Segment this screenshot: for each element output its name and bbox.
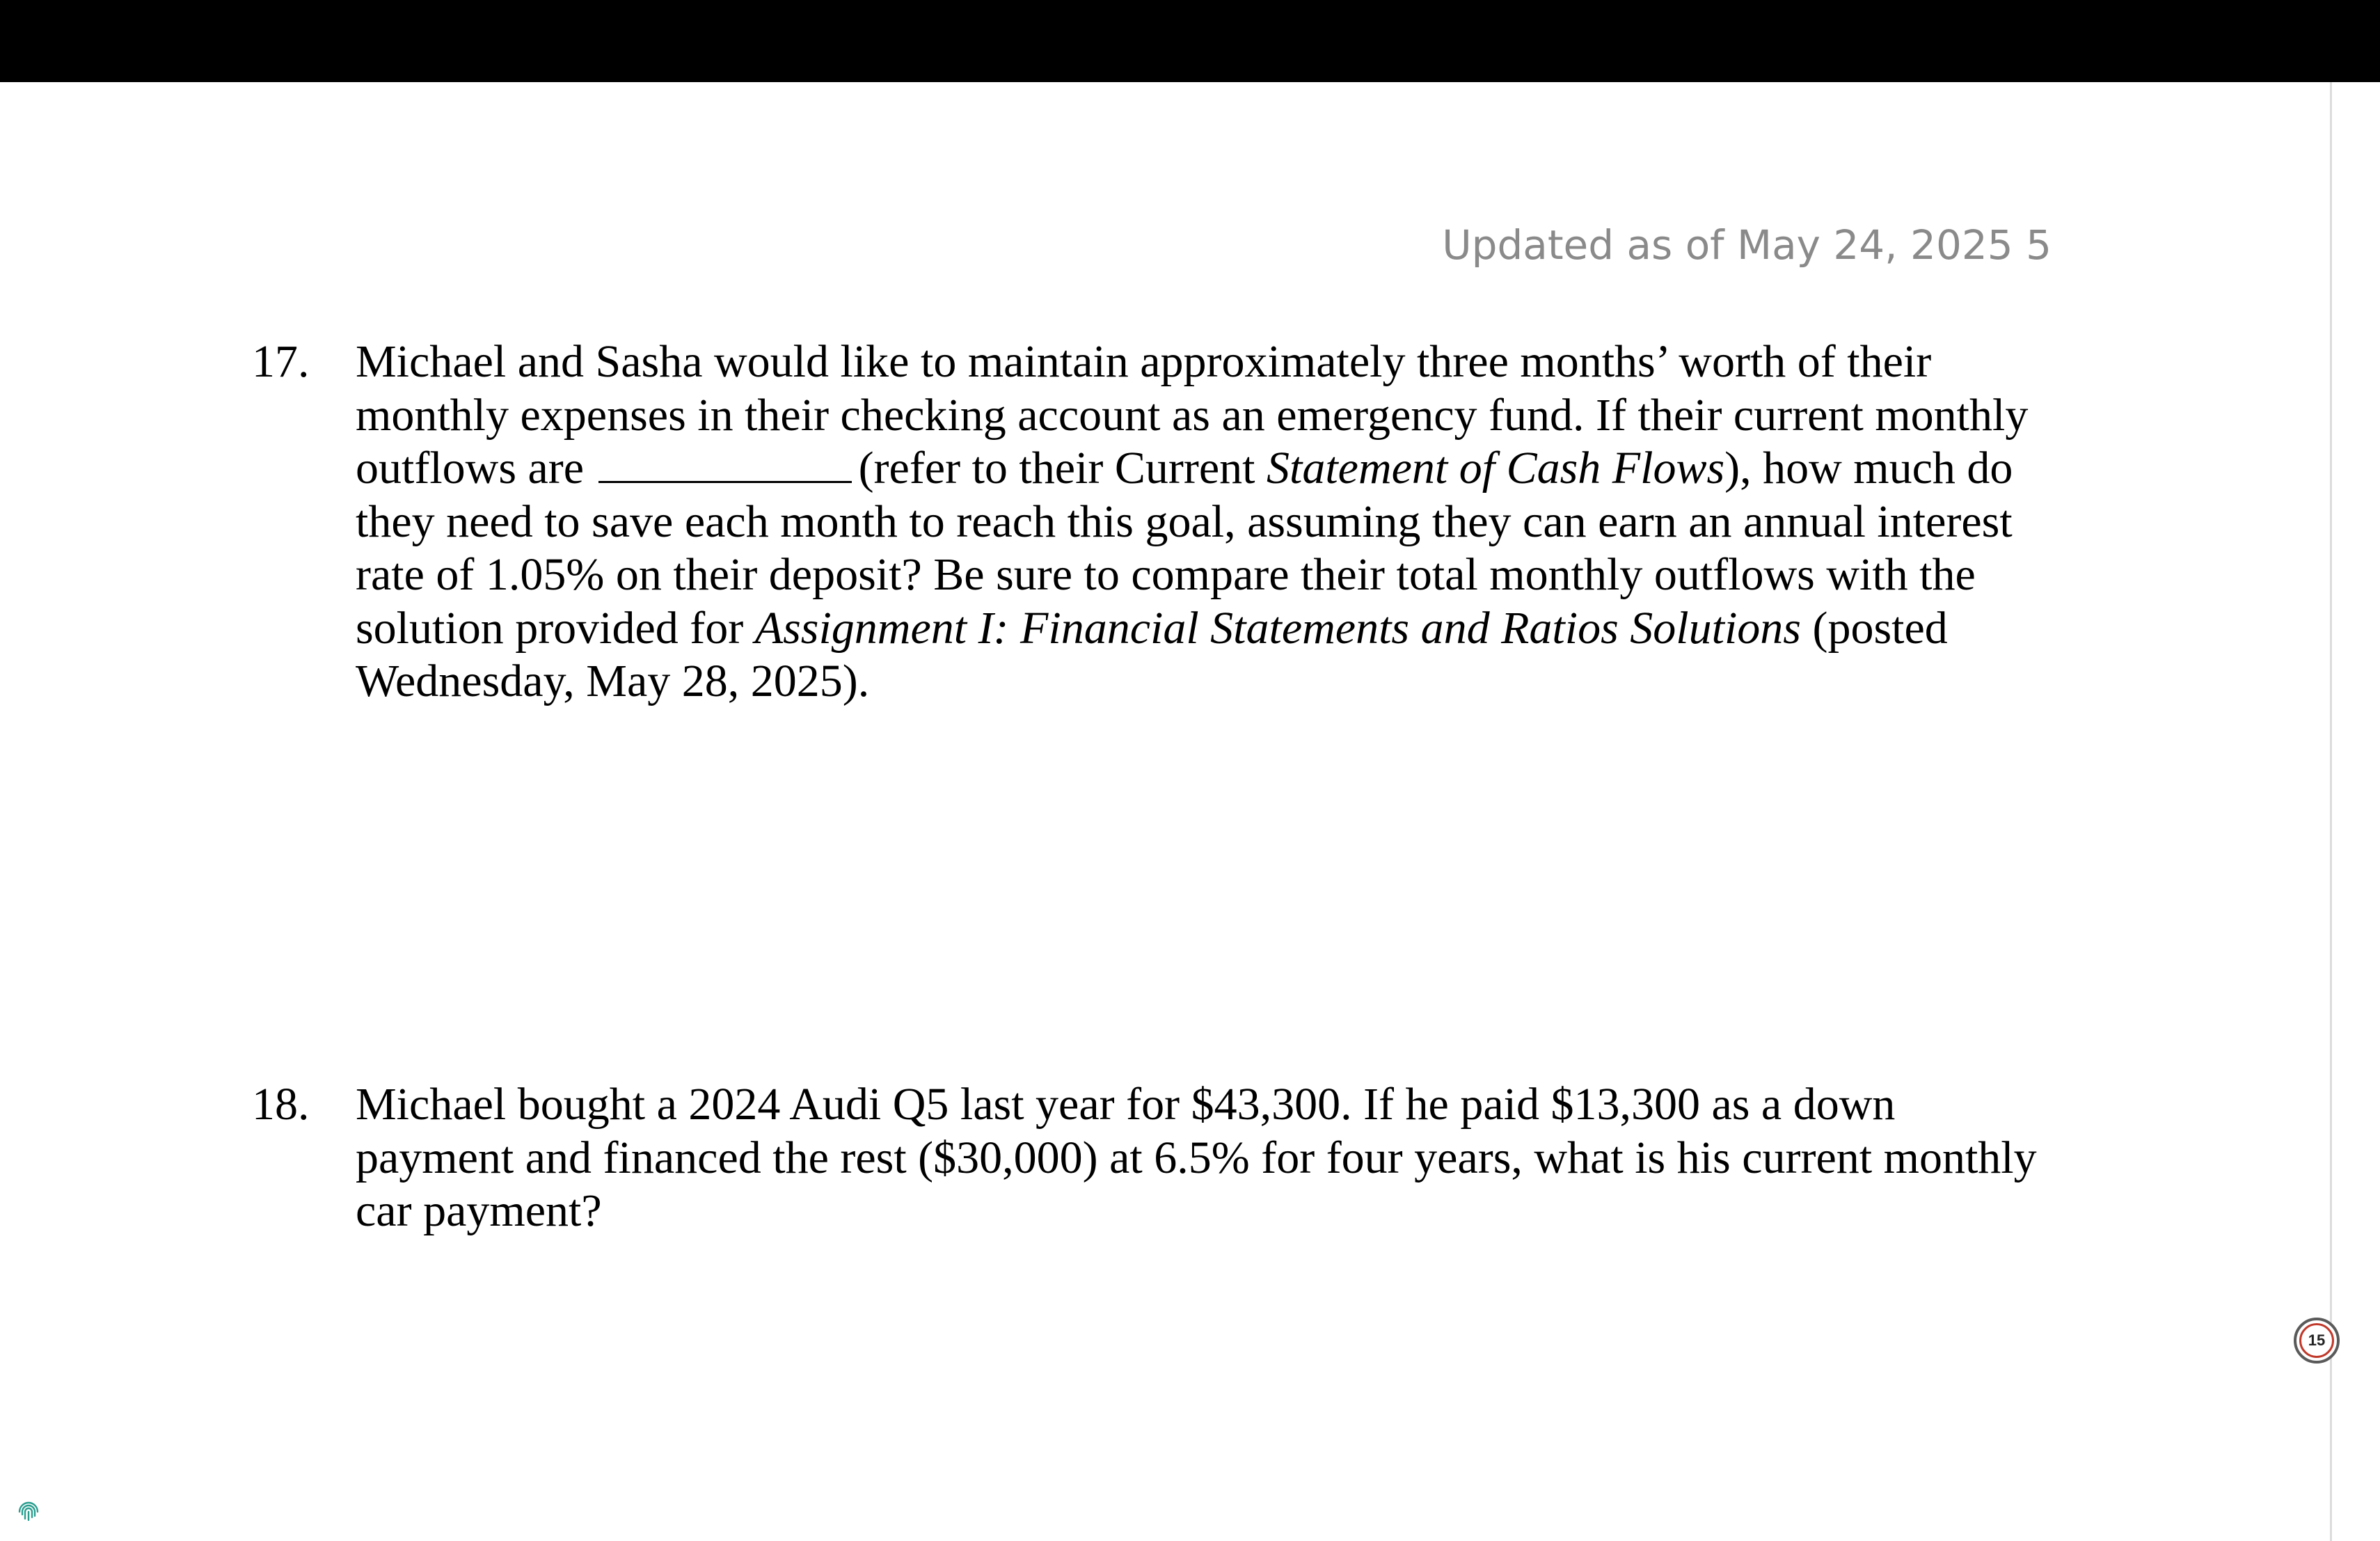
question-text-part: ), how much do they need to save each month to reach this goal, assuming they can earn an annual interest rate of 1.05% on their deposit? Be sure to compare their total monthly outflows with the solution provided for <box>356 443 2013 654</box>
badge-count: 15 <box>2299 1323 2334 1358</box>
notification-badge[interactable] <box>2294 1318 2340 1364</box>
fingerprint-icon[interactable] <box>15 1498 42 1524</box>
answer-blank <box>598 445 852 483</box>
question-text-part: (refer to their Current <box>858 443 1255 493</box>
statement-title-italic: Statement of Cash Flows <box>1266 443 1725 493</box>
question-text-part: (posted Wednesday, May 28, 2025). <box>356 602 1948 706</box>
top-black-bar <box>0 0 2380 82</box>
question-17 <box>252 335 2054 709</box>
question-text <box>356 335 2054 709</box>
assignment-title-italic: Assignment I: Financial Statements and Ratios Solutions <box>754 602 1801 654</box>
question-number: 17. <box>252 336 310 387</box>
question-text-part: Michael and Sasha would like to maintain approximately three months’ worth of their monthly expenses in their checking account as an emergency fund. If their current monthly outflows are <box>356 336 2029 493</box>
question-number: 18. <box>252 1079 310 1130</box>
question-text: Michael bought a 2024 Audi Q5 last year for $43,300. If he paid $13,300 as a down payment and financed the rest ($30,000) at 6.5% for four years, what is his current monthly car payment? <box>356 1079 2037 1236</box>
question-18 <box>252 1078 2054 1238</box>
page-header-updated-date: Updated as of May 24, 2025 5 <box>1442 221 2052 269</box>
